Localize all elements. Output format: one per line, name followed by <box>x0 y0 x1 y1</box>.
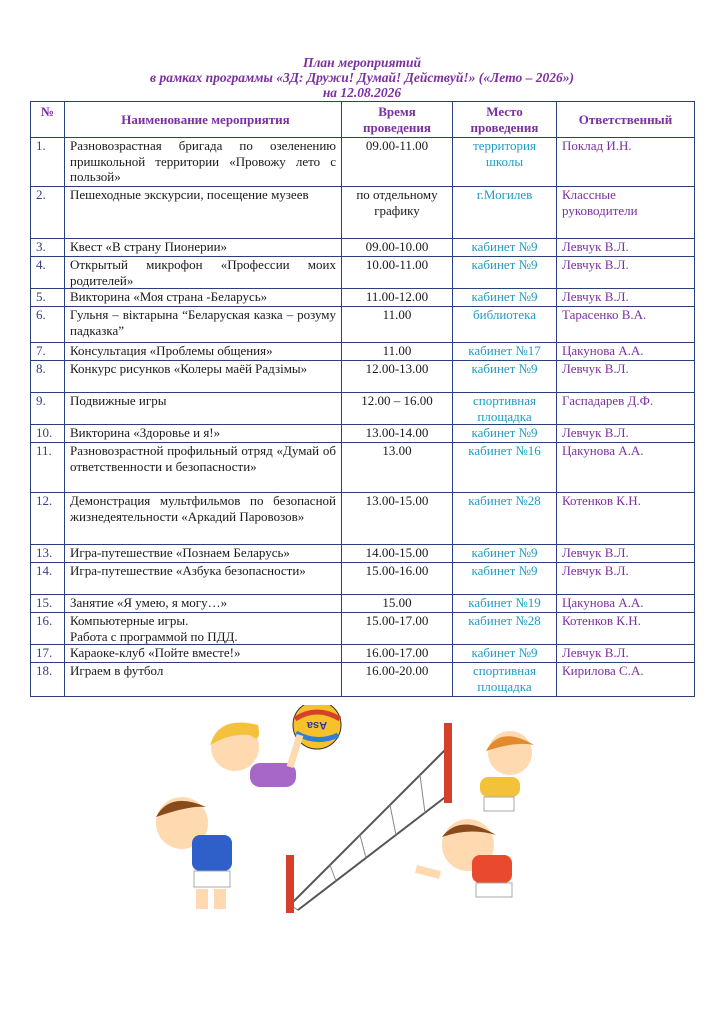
row-number: 1. <box>31 138 65 187</box>
table-row <box>31 595 695 613</box>
event-responsible: Цакунова А.А. <box>557 595 695 613</box>
table-header-row <box>31 102 695 138</box>
event-name: Квест «В страну Пионерии» <box>65 239 342 257</box>
event-place: кабинет №17 <box>453 343 557 361</box>
event-responsible: Цакунова А.А. <box>557 343 695 361</box>
event-responsible: Котенков К.Н. <box>557 613 695 645</box>
event-place: кабинет №9 <box>453 645 557 663</box>
event-responsible: Кирилова С.А. <box>557 663 695 697</box>
event-name: Караоке-клуб «Пойте вместе!» <box>65 645 342 663</box>
row-number: 18. <box>31 663 65 697</box>
event-responsible: Левчук В.Л. <box>557 257 695 289</box>
event-place: территория школы <box>453 138 557 187</box>
event-place: кабинет №9 <box>453 563 557 595</box>
row-number: 11. <box>31 443 65 493</box>
event-place: спортивная площадка <box>453 663 557 697</box>
table-row <box>31 289 695 307</box>
table-row <box>31 393 695 425</box>
event-time: 11.00 <box>342 343 453 361</box>
event-name: Викторина «Здоровье и я!» <box>65 425 342 443</box>
row-number: 17. <box>31 645 65 663</box>
event-responsible: Цакунова А.А. <box>557 443 695 493</box>
table-row <box>31 613 695 645</box>
volleyball-kids-illustration <box>150 705 580 915</box>
event-name: Игра-путешествие «Азбука безопасности» <box>65 563 342 595</box>
program-subtitle: в рамках программы «3Д: Дружи! Думай! Действуй!» («Лето – 2026») <box>150 70 574 85</box>
row-number: 3. <box>31 239 65 257</box>
row-number: 10. <box>31 425 65 443</box>
event-name: Игра-путешествие «Познаем Беларусь» <box>65 545 342 563</box>
event-place: кабинет №9 <box>453 257 557 289</box>
row-number: 13. <box>31 545 65 563</box>
table-row <box>31 645 695 663</box>
table-row <box>31 443 695 493</box>
event-place: библиотека <box>453 307 557 343</box>
event-time: 15.00 <box>342 595 453 613</box>
event-time: 09.00-10.00 <box>342 239 453 257</box>
boy-left <box>156 797 232 909</box>
event-responsible: Левчук В.Л. <box>557 239 695 257</box>
event-time: 12.00-13.00 <box>342 361 453 393</box>
table-row <box>31 425 695 443</box>
table-row <box>31 343 695 361</box>
event-responsible: Левчук В.Л. <box>557 289 695 307</box>
event-time: 10.00-11.00 <box>342 257 453 289</box>
event-responsible: Классные руководители <box>557 187 695 239</box>
event-time: 13.00-14.00 <box>342 425 453 443</box>
event-time: 15.00-16.00 <box>342 563 453 595</box>
event-place: кабинет №9 <box>453 545 557 563</box>
event-time: 16.00-20.00 <box>342 663 453 697</box>
table-row <box>31 545 695 563</box>
event-time: 12.00 – 16.00 <box>342 393 453 425</box>
row-number: 9. <box>31 393 65 425</box>
event-name: Открытый микрофон «Профессии моих родителей» <box>65 257 342 289</box>
event-name: Демонстрация мультфильмов по безопасной жизнедеятельности «Аркадий Паровозов» <box>65 493 342 545</box>
girl-left <box>210 723 300 788</box>
row-number: 7. <box>31 343 65 361</box>
event-responsible: Левчук В.Л. <box>557 545 695 563</box>
event-time: 16.00-17.00 <box>342 645 453 663</box>
event-name: Играем в футбол <box>65 663 342 697</box>
header-name: Наименование мероприятия <box>65 102 342 138</box>
event-name: Конкурс рисунков «Колеры маёй Радзімы» <box>65 361 342 393</box>
row-number: 14. <box>31 563 65 595</box>
event-name: Пешеходные экскурсии, посещение музеев <box>65 187 342 239</box>
event-responsible: Гаспадарев Д.Ф. <box>557 393 695 425</box>
event-name: Разновозрастной профильный отряд «Думай об ответственности и безопасности» <box>65 443 342 493</box>
event-place: кабинет №19 <box>453 595 557 613</box>
event-place: кабинет №16 <box>453 443 557 493</box>
table-row <box>31 663 695 697</box>
plan-date: на 12.08.2026 <box>322 85 402 100</box>
table-row <box>31 493 695 545</box>
event-place: кабинет №9 <box>453 239 557 257</box>
row-number: 16. <box>31 613 65 645</box>
plan-title: План мероприятий <box>302 55 422 70</box>
row-number: 2. <box>31 187 65 239</box>
event-time: 09.00-11.00 <box>342 138 453 187</box>
event-place: кабинет №9 <box>453 361 557 393</box>
event-time: 13.00 <box>342 443 453 493</box>
event-place: г.Могилев <box>453 187 557 239</box>
event-place: кабинет №9 <box>453 425 557 443</box>
event-place: кабинет №9 <box>453 289 557 307</box>
table-row <box>31 239 695 257</box>
event-place: кабинет №28 <box>453 613 557 645</box>
events-table <box>30 101 695 697</box>
event-responsible: Левчук В.Л. <box>557 425 695 443</box>
event-name: Викторина «Моя страна -Беларусь» <box>65 289 342 307</box>
event-responsible: Котенков К.Н. <box>557 493 695 545</box>
event-name: Подвижные игры <box>65 393 342 425</box>
row-number: 12. <box>31 493 65 545</box>
event-name: Консультация «Проблемы общения» <box>65 343 342 361</box>
event-place: кабинет №28 <box>453 493 557 545</box>
header-time: Время проведения <box>342 102 453 138</box>
table-row <box>31 257 695 289</box>
girl-right <box>480 731 534 811</box>
event-place: спортивная площадка <box>453 393 557 425</box>
boy-right <box>416 819 512 897</box>
header-num: № <box>31 102 65 138</box>
event-time: 13.00-15.00 <box>342 493 453 545</box>
event-responsible: Левчук В.Л. <box>557 563 695 595</box>
event-time: 15.00-17.00 <box>342 613 453 645</box>
table-body <box>31 138 695 697</box>
event-time: 11.00 <box>342 307 453 343</box>
header-responsible: Ответственный <box>557 102 695 138</box>
event-name: Разновозрастная бригада по озеленению пришкольной территории «Провожу лето с пользой» <box>65 138 342 187</box>
event-name: Гульня – віктарына “Беларуская казка – розуму падказка” <box>65 307 342 343</box>
row-number: 4. <box>31 257 65 289</box>
event-time: по отдельному графику <box>342 187 453 239</box>
event-responsible: Левчук В.Л. <box>557 645 695 663</box>
event-responsible: Поклад И.Н. <box>557 138 695 187</box>
row-number: 5. <box>31 289 65 307</box>
table-row <box>31 187 695 239</box>
event-responsible: Левчук В.Л. <box>557 361 695 393</box>
event-name: Занятие «Я умею, я могу…» <box>65 595 342 613</box>
event-name: Компьютерные игры. Работа с программой по ПДД. <box>65 613 342 645</box>
table-row <box>31 563 695 595</box>
volleyball-net <box>286 723 452 913</box>
ball-brand-label: Asa <box>306 719 328 731</box>
event-responsible: Тарасенко В.А. <box>557 307 695 343</box>
event-time: 14.00-15.00 <box>342 545 453 563</box>
table-row <box>31 361 695 393</box>
table-row <box>31 138 695 187</box>
row-number: 8. <box>31 361 65 393</box>
event-time: 11.00-12.00 <box>342 289 453 307</box>
row-number: 6. <box>31 307 65 343</box>
row-number: 15. <box>31 595 65 613</box>
header-place: Место проведения <box>453 102 557 138</box>
table-row <box>31 307 695 343</box>
